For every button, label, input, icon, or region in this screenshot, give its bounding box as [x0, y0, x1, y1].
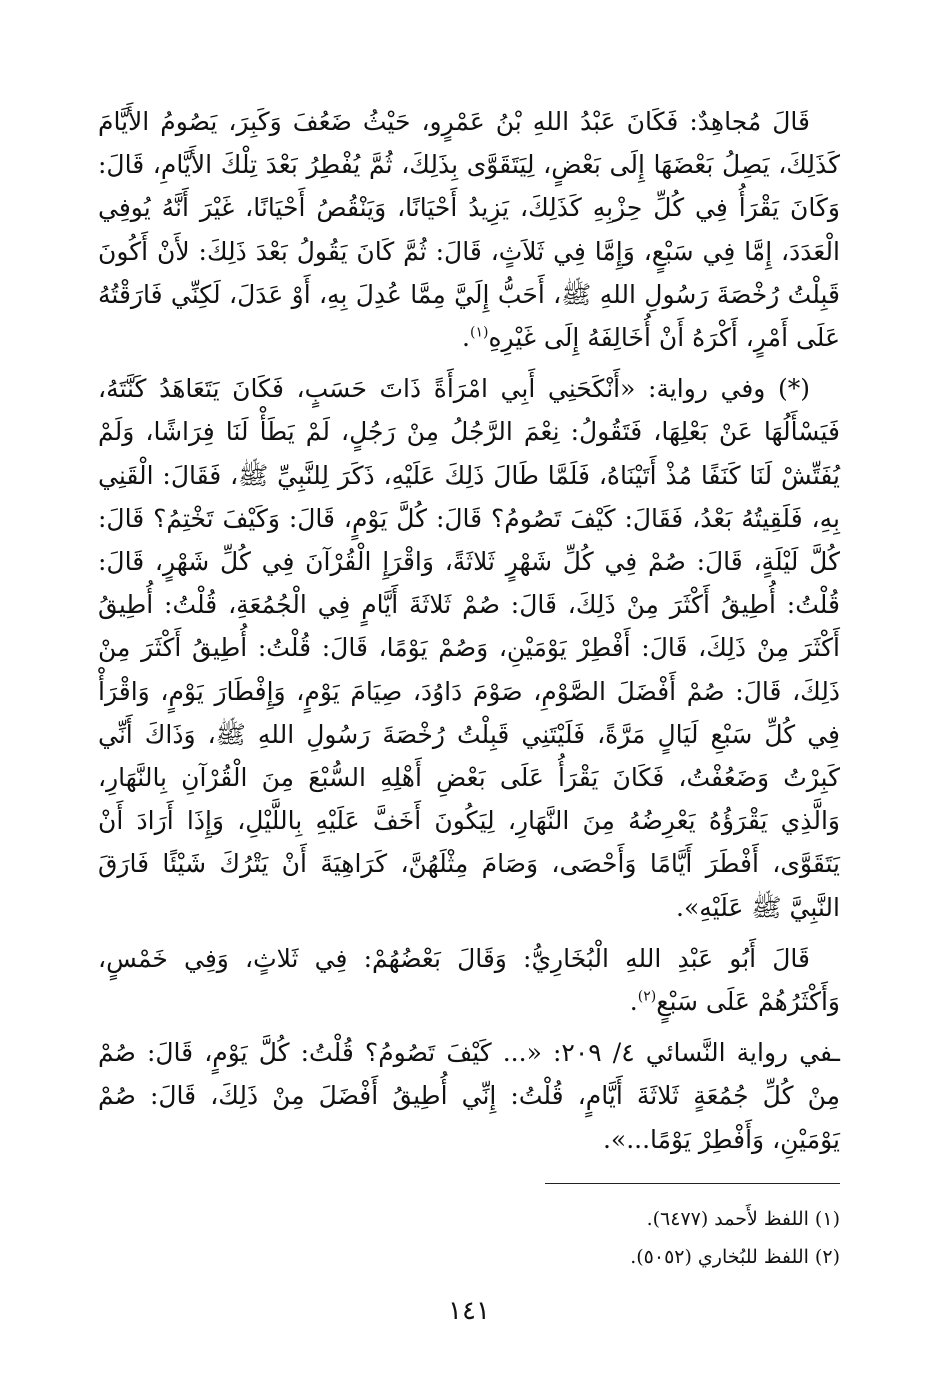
paragraph-end: .: [462, 323, 470, 353]
footnotes: [98, 1200, 840, 1276]
footnote-ref-1[interactable]: (١): [469, 324, 489, 341]
paragraph-bukhari: [98, 937, 840, 1023]
footnote-divider: [545, 1183, 840, 1184]
footnote-ref-2[interactable]: (٢): [637, 988, 657, 1005]
paragraph-nasai: ـفي رواية النَّسائي ٤/ ٢٠٩: «... كَيْفَ تَصُومُ؟ قُلْتُ: كُلَّ يَوْمٍ، قَالَ: صُمْ مِنْ كُلِّ جُمُعَةٍ ثَلاثَةَ أَيَّامٍ، قُلْتُ: إِنِّي أُطِيقُ أَفْضَلَ مِنْ ذَلِكَ، قَالَ: صُمْ يَوْمَيْنِ، وَأَفْطِرْ يَوْمًا...».: [98, 1038, 840, 1154]
paragraph-text: قَالَ أَبُو عَبْدِ اللهِ الْبُخَارِيُّ: وَقَالَ بَعْضُهُمْ: فِي ثَلاثٍ، وَفِي خَمْسٍ، وَأَكْثَرُهُمْ عَلَى سَبْعٍ: [98, 943, 840, 1017]
paragraph-riwaya: (*) وفي رواية: «أَنْكَحَنِي أَبِي امْرَأَةً ذَاتَ حَسَبٍ، فَكَانَ يَتَعَاهَدُ كَنَّتَهُ، فَيَسْأَلُهَا عَنْ بَعْلِهَا، فَتَقُولُ: نِعْمَ الرَّجُلُ مِنْ رَجُلٍ، لَمْ يَطَأْ لَنَا فِرَاشًا، وَلَمْ يُفَتِّشْ لَنَا كَنَفًا مُذْ أَتَيْنَاهُ، فَلَمَّا طَالَ ذَلِكَ عَلَيْهِ، ذَكَرَ لِلنَّبِيِّ ﷺ، فَقَالَ: الْقَنِي بِهِ، فَلَقِيتُهُ بَعْدُ، فَقَالَ: كَيْفَ تَصُومُ؟ قَالَ: كُلَّ يَوْمٍ، قَالَ: وَكَيْفَ تَخْتِمُ؟ قَالَ: كُلَّ لَيْلَةٍ، قَالَ: صُمْ فِي كُلِّ شَهْرٍ ثَلاثَةً، وَاقْرَإِ الْقُرْآنَ فِي كُلِّ شَهْرٍ، قَالَ: قُلْتُ: أُطِيقُ أَكْثَرَ مِنْ ذَلِكَ، قَالَ: صُمْ ثَلاثَةَ أَيَّامٍ فِي الْجُمُعَةِ، قُلْتُ: أُطِيقُ أَكْثَرَ مِنْ ذَلِكَ، قَالَ: أَفْطِرْ يَوْمَيْنِ، وَصُمْ يَوْمًا، قَالَ: قُلْتُ: أُطِيقُ أَكْثَرَ مِنْ ذَلِكَ، قَالَ: صُمْ أَفْضَلَ الصَّوْمِ، صَوْمَ دَاوُدَ، صِيَامَ يَوْمٍ، وَإِفْطَارَ يَوْمٍ، وَاقْرَأْ فِي كُلِّ سَبْعِ لَيَالٍ مَرَّةً، فَلَيْتَنِي قَبِلْتُ رُخْصَةَ رَسُولِ اللهِ ﷺ، وَذَاكَ أَنِّي كَبِرْتُ وَضَعُفْتُ، فَكَانَ يَقْرَأُ عَلَى بَعْضِ أَهْلِهِ السُّبْعَ مِنَ الْقُرْآنِ بِالنَّهَارِ، وَالَّذِي يَقْرَؤُهُ يَعْرِضُهُ مِنَ النَّهَارِ، لِيَكُونَ أَخَفَّ عَلَيْهِ بِاللَّيْلِ، وَإِذَا أَرَادَ أَنْ يَتَقَوَّى، أَفْطَرَ أَيَّامًا وَأَحْصَى، وَصَامَ مِثْلَهُنَّ، كَرَاهِيَةَ أَنْ يَتْرُكَ شَيْئًا فَارَقَ النَّبِيَّ ﷺ عَلَيْهِ».: [98, 374, 840, 922]
paragraph-end: .: [629, 987, 638, 1017]
main-text: [98, 100, 840, 1161]
paragraph-mujahid: [98, 100, 840, 359]
page-number: ١٤١: [448, 1296, 490, 1326]
footnote-2: (٢) اللفظ للبُخاري (٥٠٥٢).: [630, 1246, 840, 1268]
paragraph-text: قَالَ مُجاهِدٌ: فَكَانَ عَبْدُ اللهِ بْنُ عَمْرٍو، حَيْثُ ضَعُفَ وَكَبِرَ، يَصُومُ الأَيَّامَ كَذَلِكَ، يَصِلُ بَعْضَهَا إِلَى بَعْضٍ، لِيَتَقَوَّى بِذَلِكَ، ثُمَّ يُفْطِرُ بَعْدَ تِلْكَ الأَيَّامِ، قَالَ: وَكَانَ يَقْرَأُ فِي كُلِّ حِزْبِهِ كَذَلِكَ، يَزِيدُ أَحْيَانًا، وَيَنْقُصُ أَحْيَانًا، غَيْرَ أَنَّهُ يُوفِي الْعَدَدَ، إِمَّا فِي سَبْعٍ، وَإِمَّا فِي ثَلاَثٍ، قَالَ: ثُمَّ كَانَ يَقُولُ بَعْدَ ذَلِكَ: لأَنْ أَكُونَ قَبِلْتُ رُخْصَةَ رَسُولِ اللهِ ﷺ، أَحَبُّ إِلَيَّ مِمَّا عُدِلَ بِهِ، أَوْ عَدَلَ، لَكِنِّي فَارَقْتُهُ عَلَى أَمْرٍ، أَكْرَهُ أَنْ أُخَالِفَهُ إِلَى غَيْرِهِ: [98, 107, 840, 353]
footnote-1: (١) اللفظ لأَحمد (٦٤٧٧).: [646, 1208, 840, 1230]
